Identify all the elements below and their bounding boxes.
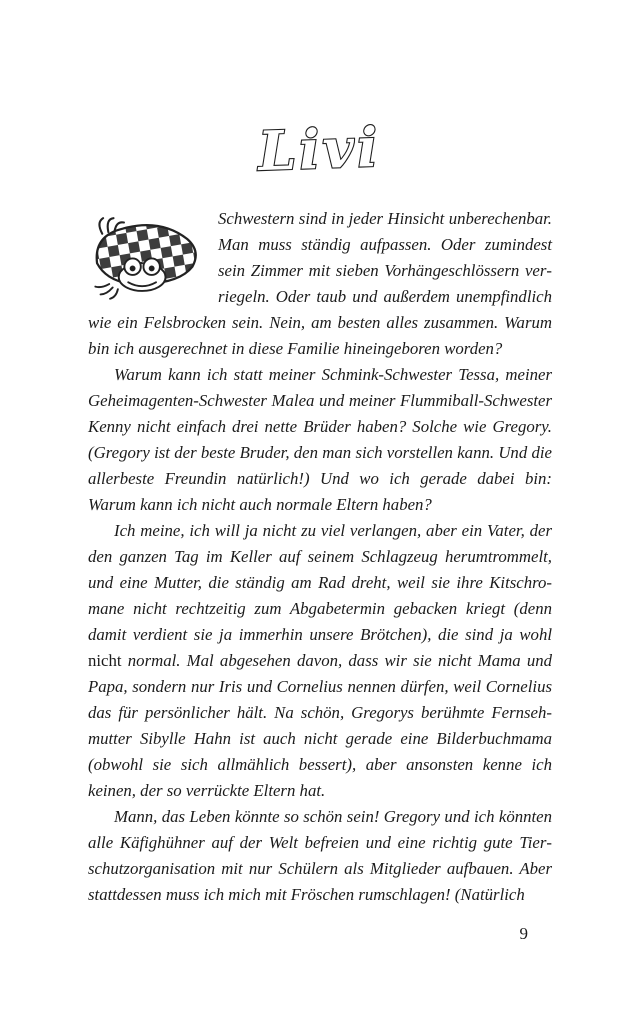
chapter-title: Livi [257, 114, 382, 184]
page-number: 9 [519, 924, 528, 943]
paragraph [88, 518, 552, 804]
chapter-title-wrap [0, 110, 640, 195]
text-segment: Ich meine, ich will ja nicht zu viel verlangen, aber ein Vater, der den ganzen Tag im Keller auf seinem Schlagzeug herumtrommelt, und eine Mutter, die ständig am Rad dreht, weil sie ihre Kitschromane nicht rechtzeitig zum Abgabetermin gebacken kriegt (denn damit verdient sie ja immerhin unsere Brötchen), die sind ja wohl [88, 521, 552, 644]
text-segment: Mann, das Leben könnte so schön sein! Gregory und ich könnten alle Käfighühner auf der Welt befreien und eine richtig gute Tierschutzorganisation mit nur Schülern als Mitglieder aufbauen. Aber stattdessen muss ich mich mit Fröschen rumschlagen! (Natürlich [88, 807, 552, 904]
emphasis-roman: nicht [88, 651, 122, 670]
frog-face-icon [119, 258, 166, 291]
frog-feet-icon [95, 284, 118, 299]
body-text [88, 206, 552, 908]
frog-under-checkered-blanket-illustration [78, 208, 208, 302]
text-segment: Schwestern sind in jeder Hinsicht unberechenbar. Man muss ständig aufpassen. Oder zumindest sein Zimmer mit sieben Vorhängeschlössern verriegeln. Oder taub und außerdem unempfindlich wie ein Felsbrocken sein. Nein, am besten alles zusammen. Warum bin ich ausgerechnet in diese Familie hineingeboren worden? [88, 209, 552, 358]
paragraph [88, 804, 552, 908]
text-segment: Warum kann ich statt meiner Schmink-Schwester Tessa, meiner Geheimagenten-Schwester Malea und meiner Flummiball-Schwester Kenny nicht einfach drei nette Brüder haben? Solche wie Gregory. (Gregory ist der beste Bruder, den man sich vorstellen kann. Und die allerbeste Freundin natürlich!) Und wo ich gerade dabei bin: Warum kann ich nicht auch normale Eltern haben? [88, 365, 552, 514]
chapter-title-art [205, 110, 435, 190]
paragraph [88, 362, 552, 518]
text-segment: normal. Mal abgesehen davon, dass wir sie nicht Mama und Papa, sondern nur Iris und Cornelius nennen dürfen, weil Cornelius das für persönlicher hält. Na schön, Gregorys berühmte Fernsehmutter Sibylle Hahn ist auch nicht gerade eine Bilderbuchmama (obwohl sie sich allmählich bessert), aber ansonsten kenne ich keinen, der so verrückte Eltern hat. [88, 651, 552, 800]
